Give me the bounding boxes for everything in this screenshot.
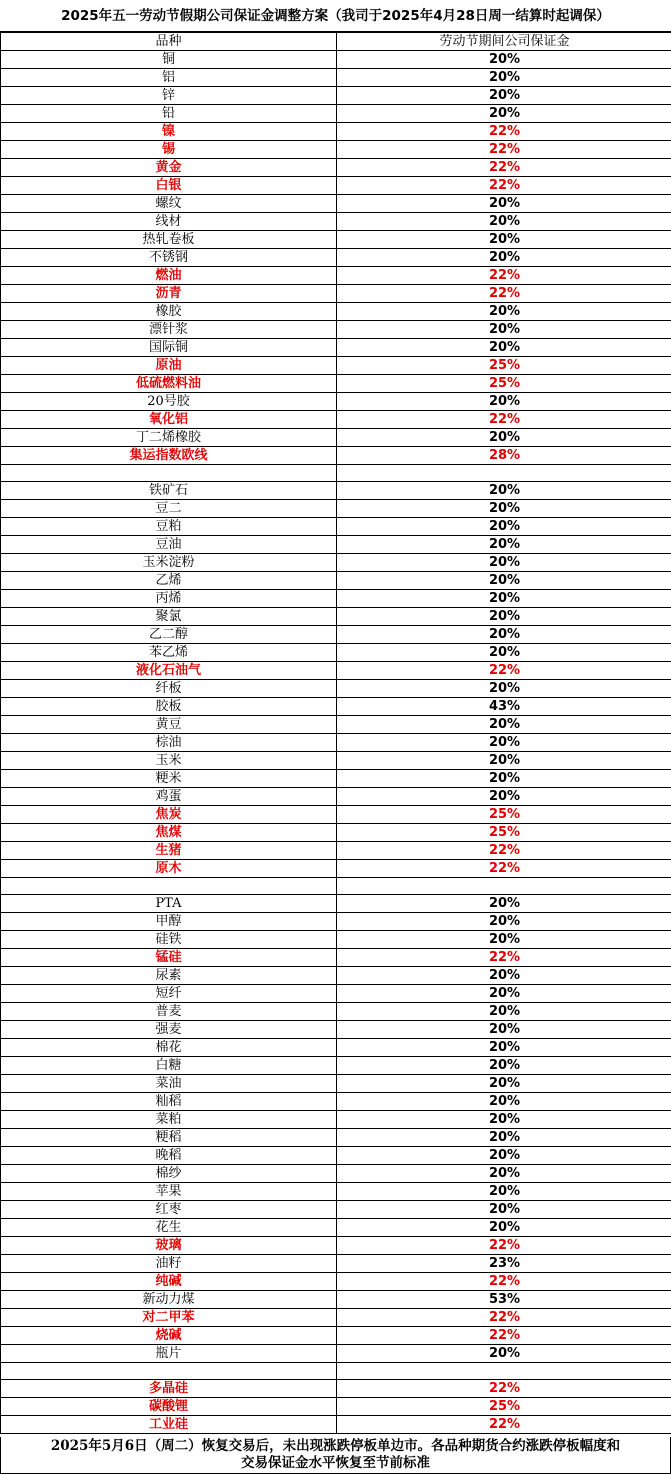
table-row [1,411,671,429]
margin-cell [337,878,671,895]
table-row [1,626,671,644]
variety-cell: 低硫燃料油 [1,375,337,393]
variety-cell: 国际铜 [1,339,337,357]
table-row [1,949,671,967]
table-row [1,590,671,608]
table-row [1,87,671,105]
variety-cell: 锌 [1,87,337,105]
margin-cell: 20% [337,536,671,554]
variety-cell: 菜油 [1,1075,337,1093]
variety-cell: 碳酸锂 [1,1398,337,1416]
table-row [1,482,671,500]
table-row [1,123,671,141]
variety-cell: 乙二醇 [1,626,337,644]
table-row [1,770,671,788]
table-row [1,159,671,177]
margin-cell: 20% [337,429,671,447]
margin-table [0,32,671,1434]
margin-cell: 20% [337,1129,671,1147]
variety-cell: 镍 [1,123,337,141]
variety-cell: 对二甲苯 [1,1309,337,1327]
margin-cell: 20% [337,967,671,985]
margin-cell: 20% [337,1165,671,1183]
variety-cell: 聚氯 [1,608,337,626]
margin-cell: 28% [337,447,671,465]
margin-cell: 20% [337,249,671,267]
table-row [1,500,671,518]
margin-cell: 20% [337,393,671,411]
margin-cell: 20% [337,87,671,105]
margin-cell: 22% [337,1237,671,1255]
table-row [1,195,671,213]
table-row [1,1201,671,1219]
margin-cell: 20% [337,1057,671,1075]
variety-cell: 棕油 [1,734,337,752]
variety-cell: 强麦 [1,1021,337,1039]
table-row [1,375,671,393]
margin-cell: 22% [337,177,671,195]
margin-cell: 20% [337,195,671,213]
variety-cell: 红枣 [1,1201,337,1219]
margin-cell: 20% [337,1021,671,1039]
spacer-row [1,1363,671,1380]
table-row [1,1327,671,1345]
margin-cell: 25% [337,824,671,842]
table-row [1,1057,671,1075]
variety-cell: 20号胶 [1,393,337,411]
table-row [1,1273,671,1291]
margin-cell: 20% [337,788,671,806]
variety-cell: 白银 [1,177,337,195]
table-row [1,321,671,339]
variety-cell: 花生 [1,1219,337,1237]
margin-cell: 20% [337,1147,671,1165]
margin-cell: 20% [337,231,671,249]
margin-cell: 20% [337,770,671,788]
table-row [1,824,671,842]
table-row [1,536,671,554]
margin-cell: 22% [337,123,671,141]
table-row [1,1165,671,1183]
table-row [1,1147,671,1165]
variety-cell [1,878,337,895]
margin-cell: 20% [337,339,671,357]
table-row [1,447,671,465]
table-row [1,1021,671,1039]
variety-cell: 氧化铝 [1,411,337,429]
table-row [1,895,671,913]
variety-cell: 普麦 [1,1003,337,1021]
variety-cell: 烧碱 [1,1327,337,1345]
sheet-title: 2025年五一劳动节假期公司保证金调整方案（我司于2025年4月28日周一结算时起调保） [0,0,671,32]
variety-cell: 螺纹 [1,195,337,213]
table-row [1,716,671,734]
margin-cell: 20% [337,913,671,931]
variety-cell: 纤板 [1,680,337,698]
table-row [1,429,671,447]
table-row [1,842,671,860]
margin-cell: 25% [337,375,671,393]
margin-cell: 20% [337,321,671,339]
table-row [1,554,671,572]
margin-cell: 20% [337,69,671,87]
table-row [1,285,671,303]
table-row [1,303,671,321]
margin-cell [337,465,671,482]
margin-cell: 22% [337,141,671,159]
table-row [1,572,671,590]
table-row [1,967,671,985]
table-row [1,1111,671,1129]
margin-cell: 20% [337,1039,671,1057]
margin-cell: 20% [337,1345,671,1363]
table-row [1,1183,671,1201]
variety-cell: 粳稻 [1,1129,337,1147]
margin-cell: 53% [337,1291,671,1309]
margin-cell: 22% [337,1327,671,1345]
table-row [1,267,671,285]
table-row [1,1093,671,1111]
variety-cell: 锡 [1,141,337,159]
margin-cell: 20% [337,518,671,536]
margin-cell: 20% [337,680,671,698]
table-row [1,393,671,411]
margin-cell: 20% [337,51,671,69]
table-row [1,734,671,752]
variety-cell: 玉米淀粉 [1,554,337,572]
table-row [1,141,671,159]
header-margin: 劳动节期间公司保证金 [337,33,671,51]
table-row [1,1309,671,1327]
table-row [1,985,671,1003]
variety-cell: 热轧卷板 [1,231,337,249]
margin-cell: 20% [337,644,671,662]
variety-cell [1,465,337,482]
table-row [1,1380,671,1398]
footer-note [0,1437,671,1474]
variety-cell: 玻璃 [1,1237,337,1255]
margin-cell: 20% [337,716,671,734]
table-row [1,51,671,69]
variety-cell: 线材 [1,213,337,231]
margin-cell: 20% [337,590,671,608]
variety-cell: 焦炭 [1,806,337,824]
variety-cell: 液化石油气 [1,662,337,680]
variety-cell: 铅 [1,105,337,123]
variety-cell: 漂针浆 [1,321,337,339]
variety-cell: 瓶片 [1,1345,337,1363]
variety-cell: 原油 [1,357,337,375]
table-row [1,931,671,949]
margin-cell: 22% [337,411,671,429]
table-row [1,213,671,231]
variety-cell: 生猪 [1,842,337,860]
table-row [1,69,671,87]
margin-cell: 22% [337,842,671,860]
variety-cell: 豆粕 [1,518,337,536]
variety-cell: 黄豆 [1,716,337,734]
margin-cell: 22% [337,662,671,680]
table-row [1,680,671,698]
variety-cell: 尿素 [1,967,337,985]
table-row [1,1039,671,1057]
variety-cell: 丙烯 [1,590,337,608]
margin-cell: 23% [337,1255,671,1273]
variety-cell: 铁矿石 [1,482,337,500]
margin-cell: 20% [337,500,671,518]
margin-cell: 20% [337,752,671,770]
variety-cell: 不锈钢 [1,249,337,267]
margin-cell: 20% [337,554,671,572]
variety-cell: 玉米 [1,752,337,770]
margin-cell: 20% [337,626,671,644]
variety-cell: 胶板 [1,698,337,716]
margin-cell: 20% [337,213,671,231]
margin-cell: 22% [337,860,671,878]
table-row [1,357,671,375]
spacer-row [1,465,671,482]
variety-cell: 甲醇 [1,913,337,931]
margin-cell: 20% [337,1183,671,1201]
variety-cell: 沥青 [1,285,337,303]
table-row [1,860,671,878]
table-row [1,1075,671,1093]
variety-cell: 晚稻 [1,1147,337,1165]
header-variety: 品种 [1,33,337,51]
margin-cell [337,1363,671,1380]
table-row [1,1255,671,1273]
variety-cell: 焦煤 [1,824,337,842]
margin-cell: 20% [337,608,671,626]
table-row [1,339,671,357]
margin-cell: 20% [337,303,671,321]
margin-cell: 22% [337,1273,671,1291]
variety-cell: 鸡蛋 [1,788,337,806]
variety-cell: 菜粕 [1,1111,337,1129]
table-row [1,105,671,123]
table-row [1,249,671,267]
variety-cell: 锰硅 [1,949,337,967]
margin-cell: 43% [337,698,671,716]
variety-cell: 铜 [1,51,337,69]
margin-cell: 20% [337,895,671,913]
margin-cell: 20% [337,1075,671,1093]
table-header-row [1,33,671,51]
variety-cell: 苹果 [1,1183,337,1201]
variety-cell [1,1363,337,1380]
table-row [1,1416,671,1434]
table-row [1,913,671,931]
variety-cell: 短纤 [1,985,337,1003]
variety-cell: 豆油 [1,536,337,554]
variety-cell: 工业硅 [1,1416,337,1434]
variety-cell: 籼稻 [1,1093,337,1111]
margin-cell: 25% [337,1398,671,1416]
table-row [1,1003,671,1021]
margin-cell: 20% [337,985,671,1003]
margin-cell: 22% [337,1309,671,1327]
table-row [1,231,671,249]
table-row [1,1219,671,1237]
variety-cell: 燃油 [1,267,337,285]
table-row [1,662,671,680]
table-row [1,788,671,806]
table-row [1,1237,671,1255]
margin-cell: 22% [337,949,671,967]
spacer-row [1,878,671,895]
variety-cell: 铝 [1,69,337,87]
margin-cell: 22% [337,267,671,285]
variety-cell: 白糖 [1,1057,337,1075]
variety-cell: 豆二 [1,500,337,518]
footer-line-2: 交易保证金水平恢复至节前标准 [241,1455,430,1471]
table-row [1,644,671,662]
variety-cell: 多晶硅 [1,1380,337,1398]
variety-cell: 丁二烯橡胶 [1,429,337,447]
margin-cell: 20% [337,1003,671,1021]
variety-cell: 苯乙烯 [1,644,337,662]
margin-cell: 20% [337,1219,671,1237]
variety-cell: 油籽 [1,1255,337,1273]
margin-cell: 20% [337,1201,671,1219]
margin-cell: 22% [337,1416,671,1434]
table-row [1,1345,671,1363]
variety-cell: 粳米 [1,770,337,788]
variety-cell: PTA [1,895,337,913]
margin-cell: 20% [337,1111,671,1129]
variety-cell: 橡胶 [1,303,337,321]
table-row [1,518,671,536]
variety-cell: 新动力煤 [1,1291,337,1309]
variety-cell: 集运指数欧线 [1,447,337,465]
table-row [1,1129,671,1147]
variety-cell: 纯碱 [1,1273,337,1291]
margin-cell: 20% [337,931,671,949]
variety-cell: 棉花 [1,1039,337,1057]
margin-cell: 22% [337,285,671,303]
margin-cell: 25% [337,806,671,824]
footer-line-1: 2025年5月6日（周二）恢复交易后，未出现涨跌停板单边市。各品种期货合约涨跌停板幅度和 [50,1438,621,1454]
margin-cell: 25% [337,357,671,375]
margin-cell: 20% [337,482,671,500]
table-row [1,806,671,824]
margin-cell: 20% [337,734,671,752]
margin-cell: 22% [337,1380,671,1398]
variety-cell: 乙烯 [1,572,337,590]
table-row [1,1291,671,1309]
variety-cell: 棉纱 [1,1165,337,1183]
table-row [1,177,671,195]
variety-cell: 硅铁 [1,931,337,949]
table-row [1,608,671,626]
variety-cell: 原木 [1,860,337,878]
margin-cell: 20% [337,572,671,590]
table-row [1,698,671,716]
variety-cell: 黄金 [1,159,337,177]
table-row [1,752,671,770]
margin-cell: 20% [337,1093,671,1111]
margin-cell: 20% [337,105,671,123]
margin-cell: 22% [337,159,671,177]
table-row [1,1398,671,1416]
